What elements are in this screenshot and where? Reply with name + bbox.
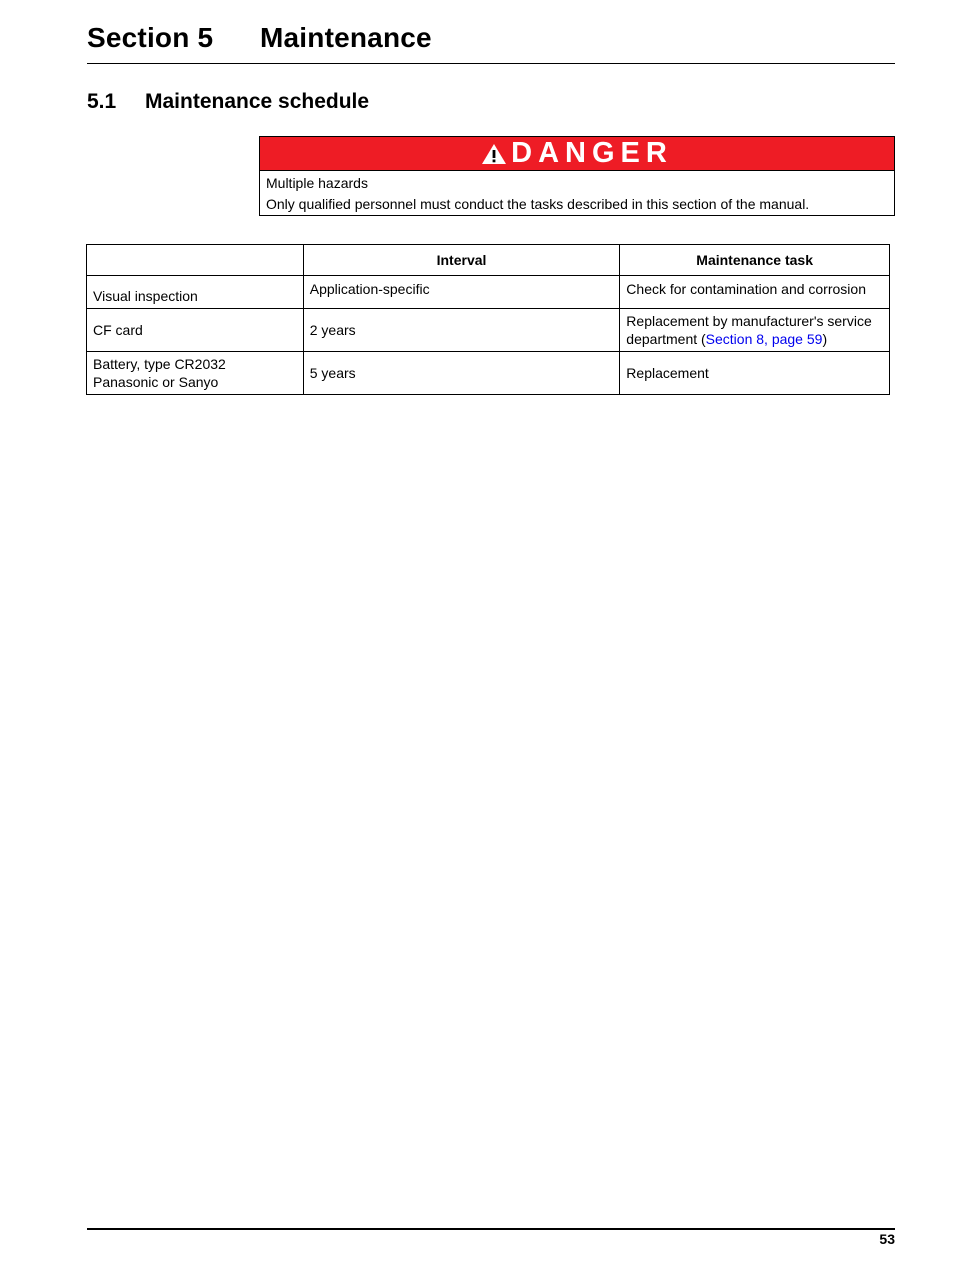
header-item	[87, 245, 304, 276]
item-cell	[87, 352, 304, 395]
header-maintenance-task: Maintenance task	[620, 245, 890, 276]
danger-instruction-line: Only qualified personnel must conduct the tasks described in this section of the manual.	[266, 196, 810, 212]
danger-label: DANGER	[511, 137, 673, 169]
table-row	[87, 352, 890, 395]
section-8-link[interactable]: Section 8, page 59	[705, 331, 823, 347]
header-interval: Interval	[303, 245, 620, 276]
task-cell	[620, 309, 890, 352]
table-header-row	[87, 245, 890, 276]
interval-cell: 2 years	[303, 309, 620, 352]
item-cell	[87, 276, 304, 309]
task-cell	[620, 276, 890, 309]
maintenance-schedule-table	[86, 244, 890, 395]
subsection-number: 5.1	[87, 90, 117, 113]
task-text: Replacement by manufacturer's service department (	[626, 313, 872, 347]
item-line: CF card	[93, 322, 143, 338]
task-cell	[620, 352, 890, 395]
page-number: 53	[879, 1231, 895, 1247]
danger-body	[260, 171, 894, 217]
task-text-suffix: )	[822, 331, 828, 347]
item-line: Visual inspection	[93, 287, 198, 304]
table-row	[87, 276, 890, 309]
table-row	[87, 309, 890, 352]
task-text: Replacement	[626, 365, 709, 381]
task-text: Check for contamination and corrosion	[626, 281, 866, 297]
section-number: Section 5	[87, 22, 214, 53]
danger-notice	[259, 136, 895, 216]
subsection-header	[87, 88, 895, 116]
item-cell	[87, 309, 304, 352]
section-title: Maintenance	[260, 22, 432, 53]
danger-hazard-line: Multiple hazards	[266, 175, 368, 191]
item-line: Battery, type CR2032	[93, 356, 226, 372]
footer-rule	[87, 1228, 895, 1230]
danger-banner	[260, 137, 894, 171]
warning-triangle-icon	[481, 143, 507, 165]
subsection-title: Maintenance schedule	[145, 90, 370, 113]
item-line: Panasonic or Sanyo	[93, 374, 219, 390]
interval-cell: 5 years	[303, 352, 620, 395]
section-header	[87, 18, 895, 64]
interval-cell: Application-specific	[303, 276, 620, 309]
